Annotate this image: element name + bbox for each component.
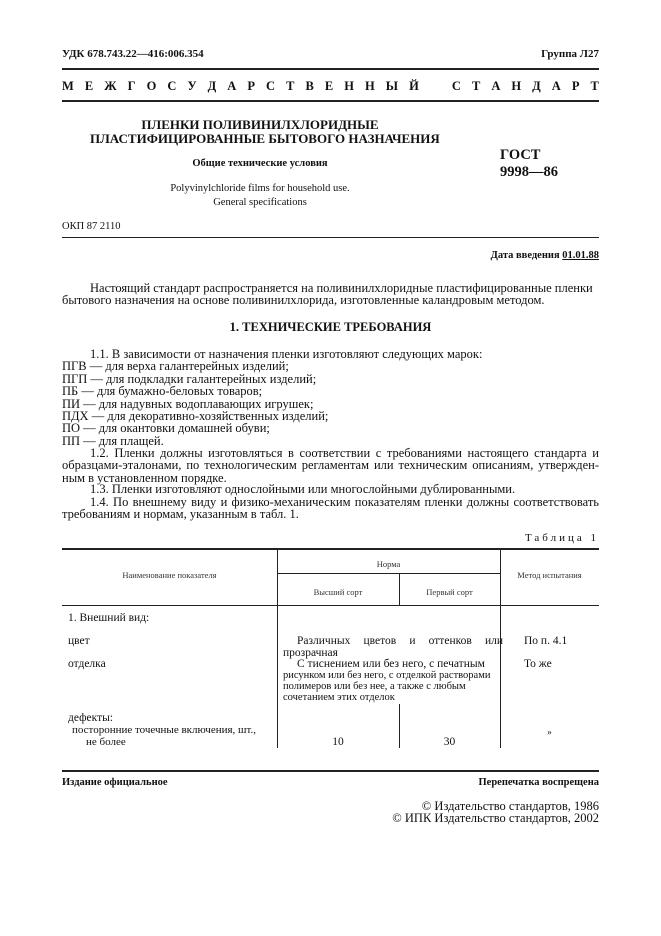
footer-rule	[62, 770, 599, 772]
gost-designation	[500, 147, 558, 181]
row-finish-value-line-4: сочетанием этих отделок	[283, 692, 395, 703]
clause-1-2-line-2: образцами-эталонами, по технологическим регламентам или техническим описаниям, утвержден-	[62, 458, 599, 473]
intro-line-1: Настоящий стандарт распространяется на поливинилхлоридные пластифицированные пленки	[90, 281, 593, 295]
row-color-value-line-1: Различных цветов и оттенков или	[297, 635, 503, 647]
mark-item: ПО — для окантовки домашней обуви;	[62, 421, 270, 436]
intro-date	[491, 250, 599, 261]
banner-letter: Д	[207, 79, 217, 93]
banner-letter: Д	[532, 79, 541, 93]
banner-letter: Н	[364, 79, 375, 93]
banner-letter: Н	[344, 79, 354, 93]
english-title-line-1: Polyvinylchloride films for household use.	[170, 183, 350, 194]
mark-item: ПИ — для надувных водоплавающих игрушек;	[62, 396, 314, 411]
row-finish-value	[283, 658, 503, 703]
banner-letter: Е	[84, 79, 94, 93]
row-inclusions-label-line-1: посторонние точечные включения, шт.,	[72, 724, 256, 736]
row-finish-value-line-1: С тиснением или без него, с печатным	[297, 658, 485, 670]
mark-item: ПГП — для подкладки галантерейных изделий;	[62, 371, 317, 386]
section-1-heading: 1. ТЕХНИЧЕСКИЕ ТРЕБОВАНИЯ	[229, 320, 432, 334]
row-finish-label: отделка	[68, 658, 106, 670]
intro-date-label: Дата введения	[490, 250, 560, 261]
table-header-rule	[62, 605, 599, 606]
interstate-standard-banner	[62, 79, 599, 94]
mark-item: ПГВ — для верха галантерейных изделий;	[62, 359, 289, 374]
row-appearance-label: 1. Внешний вид:	[68, 612, 150, 624]
banner-letter: Р	[247, 79, 255, 93]
banner-letter: О	[146, 79, 157, 93]
gost-number: 9998—86	[500, 164, 558, 180]
title-line-2: ПЛАСТИФИЦИРОВАННЫЕ БЫТОВОГО НАЗНАЧЕНИЯ	[90, 131, 440, 146]
row-color-value-line-2: прозрачная	[283, 647, 338, 659]
table-column-rule	[277, 548, 278, 748]
english-title	[90, 182, 430, 210]
banner-letter: Ж	[104, 79, 117, 93]
banner-letter: Н	[511, 79, 522, 93]
row-finish-value-line-2: рисунком или без него, с отделкой растворами	[283, 670, 491, 681]
row-inclusions-method: »	[547, 727, 552, 737]
row-inclusions-top-grade: 10	[332, 736, 344, 748]
clause-1-3-line-1: 1.3. Пленки изготовляют однослойными или многослойными дублированными.	[90, 482, 516, 496]
banner-letter: Г	[127, 79, 136, 93]
banner-letter: С	[266, 79, 276, 93]
norm-subheader-rule	[277, 573, 500, 574]
banner-letter: Р	[571, 79, 580, 93]
header-top-grade: Высший сорт	[313, 587, 363, 597]
mark-item: ПП — для плащей.	[62, 433, 164, 448]
gost-label: ГОСТ	[500, 147, 541, 163]
row-defects-label: дефекты:	[68, 712, 114, 724]
okp-code: ОКП 87 2110	[62, 221, 121, 232]
header-bottom-rule	[62, 100, 599, 102]
mark-item: ПБ — для бумажно-беловых товаров;	[62, 384, 263, 399]
intro-date-value: 01.01.88	[562, 250, 599, 261]
table-top-rule	[62, 548, 599, 550]
clause-1-4-line-1: 1.4. По внешнему виду и физико-механическим показателям пленки должны соответствовать	[90, 495, 599, 509]
banner-letter: А	[491, 79, 501, 93]
marks-paragraph	[62, 348, 599, 447]
banner-letter: М	[62, 79, 74, 93]
intro-line-2: бытового назначения на основе поливинилхлорида, изготовленные каландровым методом.	[62, 293, 545, 308]
banner-letter: А	[227, 79, 237, 93]
table-caption: Таблица 1	[524, 532, 599, 544]
clause-1-2-line-1: 1.2. Пленки должны изготовляться в соответствии с требованиями настоящего стандарта и	[90, 446, 599, 460]
banner-letter: А	[551, 79, 561, 93]
banner-letter: Т	[471, 79, 481, 93]
header-first-grade: Первый сорт	[426, 587, 473, 597]
header-test-method: Метод испытания	[517, 570, 582, 580]
official-edition-label: Издание официальное	[62, 777, 168, 788]
row-inclusions-label	[72, 724, 272, 748]
banner-letter: С	[451, 79, 461, 93]
mark-item: ПДХ — для декоративно-хозяйственных изделий;	[62, 409, 329, 424]
clause-1-4	[62, 496, 599, 521]
title-line-1: ПЛЕНКИ ПОЛИВИНИЛХЛОРИДНЫЕ	[141, 117, 379, 132]
row-finish-value-line-3: полимеров или без нее, а также с любым	[283, 681, 466, 692]
table-1	[62, 548, 599, 748]
row-color-label: цвет	[68, 635, 90, 647]
intro-paragraph	[62, 282, 599, 307]
english-title-line-2: General specifications	[213, 197, 307, 208]
clause-1-4-line-2: требованиям и нормам, указанным в табл. 1.	[62, 507, 299, 522]
row-color-method: По п. 4.1	[524, 635, 568, 647]
document-title	[90, 117, 440, 146]
clause-1-1: 1.1. В зависимости от назначения пленки изготовляют следующих марок:	[90, 347, 483, 361]
clause-1-2	[62, 447, 599, 484]
banner-letter: В	[305, 79, 314, 93]
title-block-rule	[62, 237, 599, 238]
group-code: Группа Л27	[541, 48, 599, 60]
reprint-notice: Перепечатка воспрещена	[478, 777, 599, 788]
row-inclusions-first-grade: 30	[443, 736, 456, 748]
header-indicator-name: Наименование показателя	[122, 570, 217, 580]
clause-1-2-line-3: ным в установленном порядке.	[62, 470, 227, 485]
copyright-2002: © ИПК Издательство стандартов, 2002	[392, 811, 599, 825]
banner-letter: Т	[286, 79, 295, 93]
header-top-rule	[62, 68, 599, 70]
document-subtitle: Общие технические условия	[192, 158, 328, 169]
banner-letter: У	[187, 79, 197, 93]
banner-letter: Ы	[385, 79, 399, 93]
row-inclusions-label-line-2: не более	[86, 736, 126, 748]
row-color-value	[283, 635, 503, 659]
banner-letter: Е	[324, 79, 334, 93]
udk-code: УДК 678.743.22—416:006.354	[62, 48, 204, 60]
copyright-1986: © Издательство стандартов, 1986	[421, 799, 599, 813]
banner-letter: Т	[590, 79, 599, 93]
row-finish-method: То же	[524, 658, 552, 670]
banner-letter: С	[167, 79, 177, 93]
header-norm: Норма	[376, 559, 401, 569]
clause-1-3	[62, 483, 599, 495]
banner-letter: Й	[409, 79, 419, 93]
